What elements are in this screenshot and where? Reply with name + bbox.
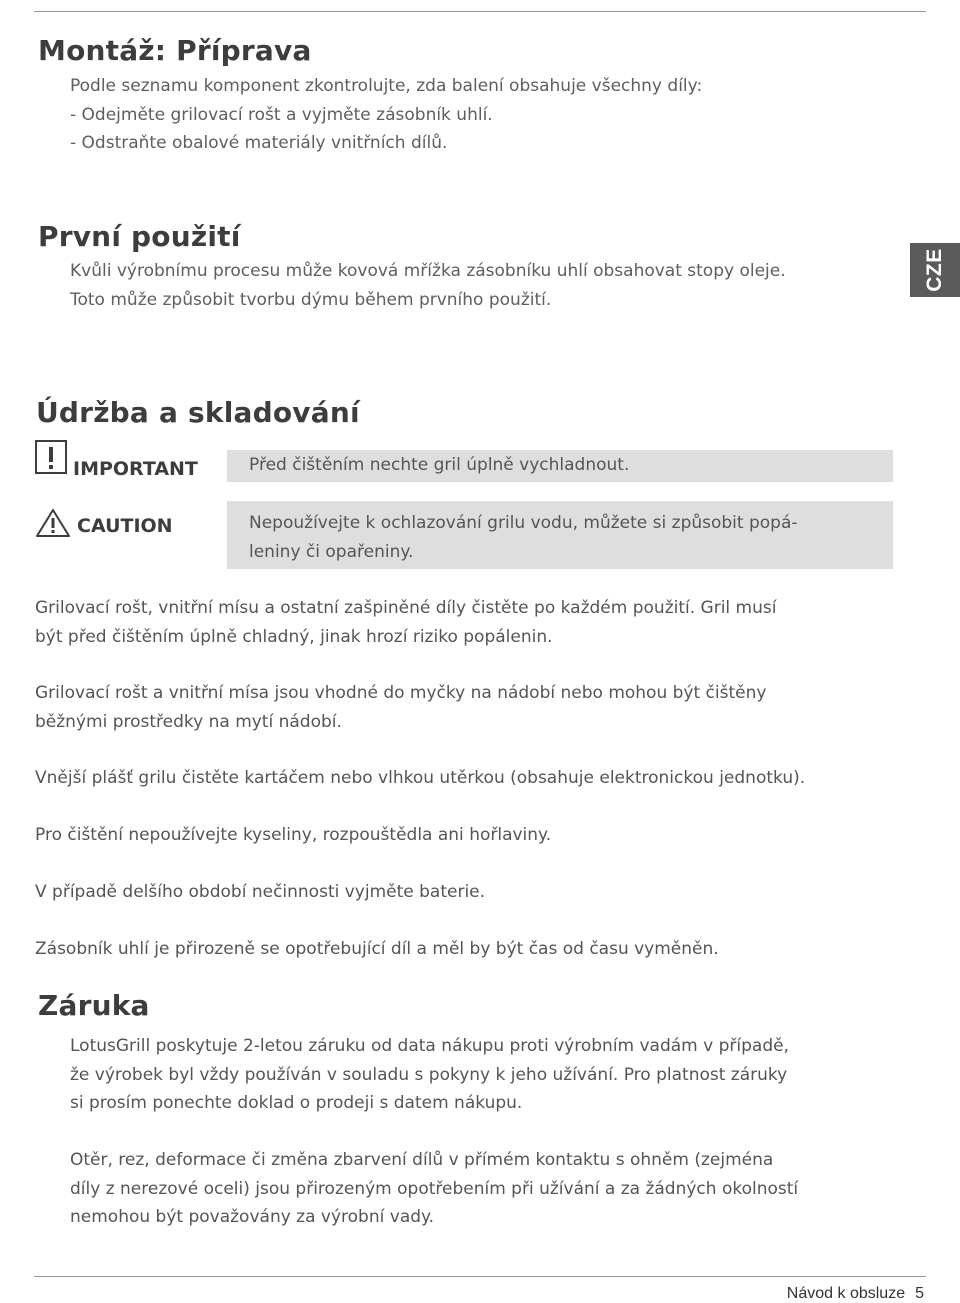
udrzba-paragraph-4 xyxy=(35,821,551,850)
important-label xyxy=(35,438,198,480)
top-rule xyxy=(34,11,926,12)
caution-label-text: CAUTION xyxy=(77,514,173,537)
text-line: Vnější plášť grilu čistěte kartáčem nebo vlhkou utěrkou (obsahuje elektronickou jednotku). xyxy=(35,768,806,788)
heading-montaz: Montáž: Příprava xyxy=(38,34,312,67)
heading-prvni-pouziti: První použití xyxy=(38,220,241,253)
text-line: Grilovací rošt, vnitřní mísu a ostatní zašpiněné díly čistěte po každém použití. Gril musí xyxy=(35,598,777,618)
text-line: být před čištěním úplně chladný, jinak hrozí riziko popálenin. xyxy=(35,626,553,647)
text-line: V případě delšího období nečinnosti vyjměte baterie. xyxy=(35,882,486,902)
text-line: nemohou být považovány za výrobní vady. xyxy=(70,1207,435,1227)
important-label-text: IMPORTANT xyxy=(73,458,198,480)
udrzba-paragraph-3 xyxy=(35,764,805,793)
text-line: si prosím ponechte doklad o prodeji s datem nákupu. xyxy=(70,1093,523,1113)
page-number: 5 xyxy=(915,1285,924,1302)
page-footer xyxy=(787,1285,924,1303)
language-tab-label: CZE xyxy=(923,248,946,292)
language-tab xyxy=(910,243,960,297)
text-line: Toto může způsobit tvorbu dýmu během prvního použití. xyxy=(70,289,552,310)
caution-text-line: Nepoužívejte k ochlazování grilu vodu, můžete si způsobit popá- xyxy=(249,513,798,533)
text-line: Zásobník uhlí je přirozeně se opotřebující díl a měl by být čas od času vyměněn. xyxy=(35,939,719,959)
text-line: díly z nerezové oceli) jsou přirozeným opotřebením při užívání a za žádných okolností xyxy=(70,1178,799,1199)
montaz-text xyxy=(70,72,702,158)
warning-triangle-icon xyxy=(35,508,71,543)
text-line: běžnými prostředky na mytí nádobí. xyxy=(35,711,342,732)
text-line: Grilovací rošt a vnitřní mísa jsou vhodné do myčky na nádobí nebo mohou být čištěny xyxy=(35,683,767,703)
text-line: - Odstraňte obalové materiály vnitřních dílů. xyxy=(70,133,448,153)
exclamation-icon xyxy=(35,440,67,479)
caution-box xyxy=(227,501,893,569)
udrzba-paragraph-5 xyxy=(35,878,485,907)
udrzba-paragraph-6 xyxy=(35,935,719,964)
footer-label: Návod k obsluze xyxy=(786,1285,906,1302)
heading-udrzba: Údržba a skladování xyxy=(36,396,360,429)
text-line: že výrobek byl vždy používán v souladu s pokyny k jeho užívání. Pro platnost záruky xyxy=(70,1064,788,1085)
zaruka-paragraph-1 xyxy=(70,1032,789,1118)
caution-label xyxy=(35,508,173,543)
zaruka-paragraph-2 xyxy=(70,1146,798,1232)
text-line: Pro čištění nepoužívejte kyseliny, rozpouštědla ani hořlaviny. xyxy=(35,825,552,845)
important-box xyxy=(227,450,893,482)
udrzba-paragraph-2 xyxy=(35,679,766,736)
heading-zaruka: Záruka xyxy=(38,989,150,1022)
text-line: Podle seznamu komponent zkontrolujte, zda balení obsahuje všechny díly: xyxy=(70,76,703,96)
caution-text-line: leniny či opařeniny. xyxy=(249,541,414,562)
text-line: Otěr, rez, deformace či změna zbarvení dílů v přímém kontaktu s ohněm (zejména xyxy=(70,1150,774,1170)
text-line: - Odejměte grilovací rošt a vyjměte zásobník uhlí. xyxy=(70,104,493,125)
text-line: Kvůli výrobnímu procesu může kovová mřížka zásobníku uhlí obsahovat stopy oleje. xyxy=(70,261,786,281)
udrzba-paragraph-1 xyxy=(35,594,776,651)
prvni-text xyxy=(70,257,786,314)
important-text: Před čištěním nechte gril úplně vychladnout. xyxy=(249,455,630,475)
bottom-rule xyxy=(34,1276,926,1277)
text-line: LotusGrill poskytuje 2-letou záruku od data nákupu proti výrobním vadám v případě, xyxy=(70,1036,789,1056)
